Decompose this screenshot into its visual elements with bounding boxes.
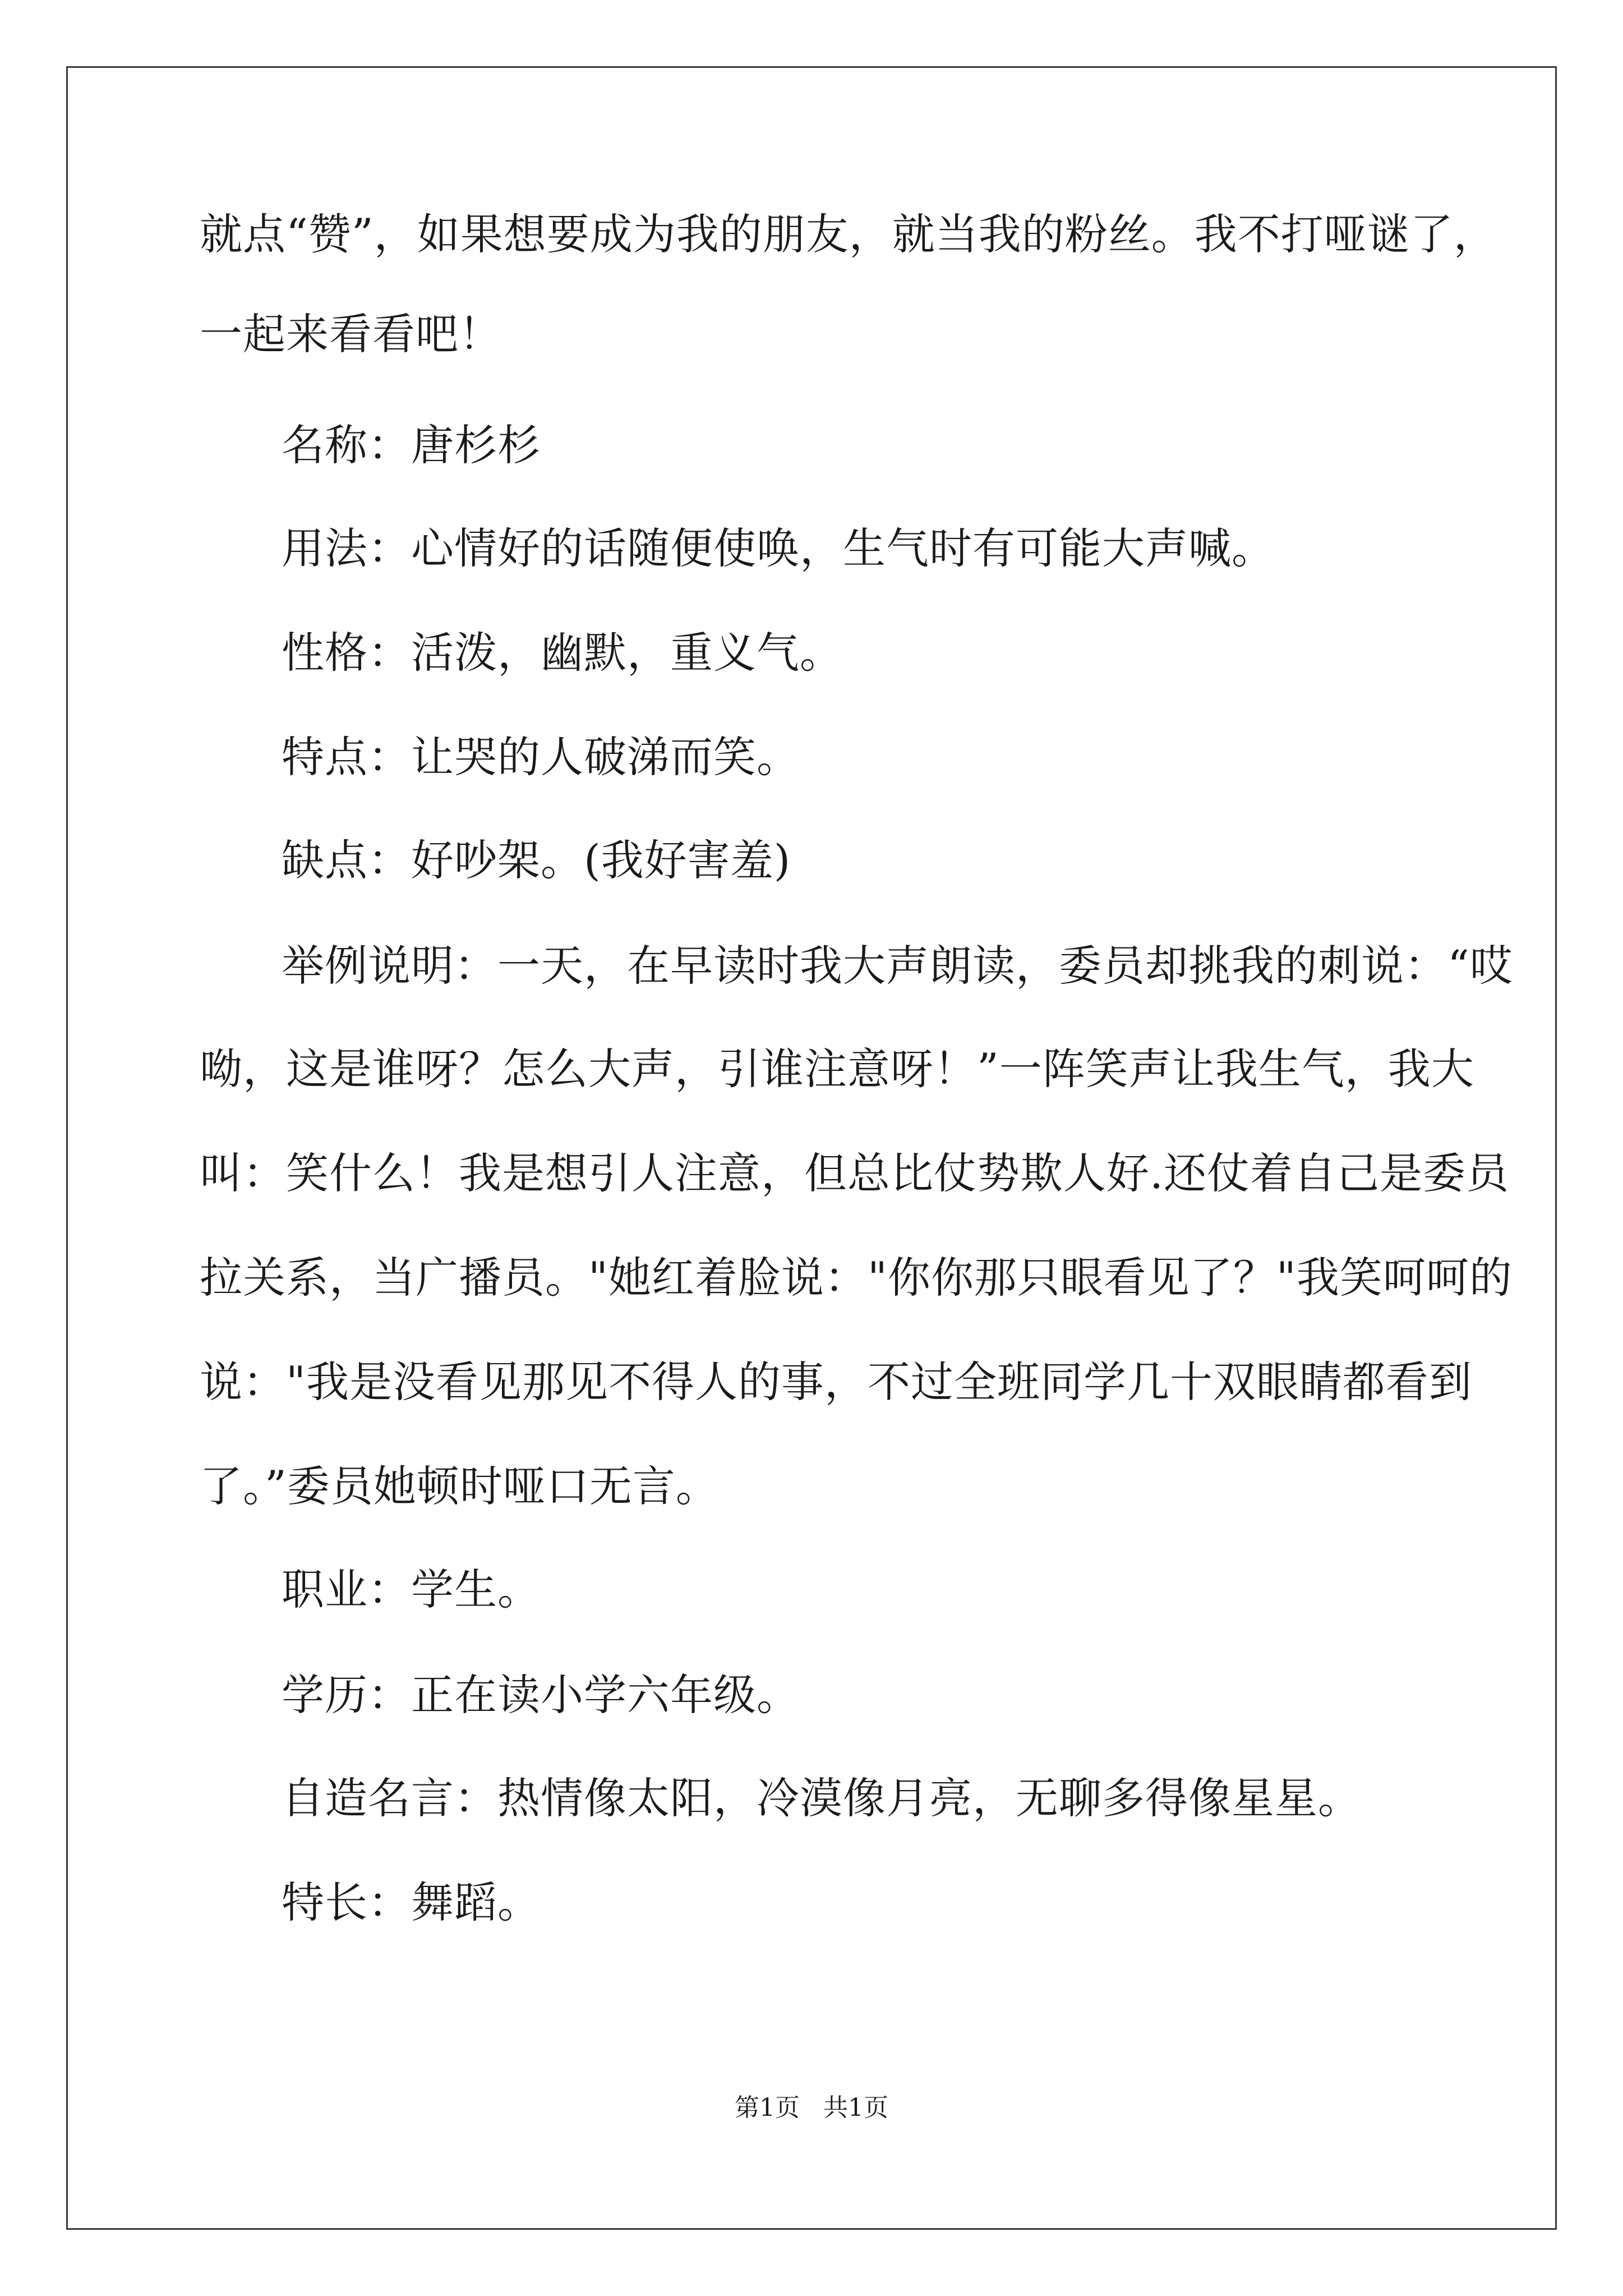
text-line: 了。”委员她顿时哑口无言。: [200, 1461, 719, 1511]
text-line: 缺点：好吵架。(我好害羞): [282, 835, 791, 885]
text-line: 说："我是没看见那见不得人的事，不过全班同学几十双眼睛都看到: [200, 1357, 1472, 1407]
text-line: 用法：心情好的话随便使唤，生气时有可能大声喊。: [282, 523, 1275, 573]
text-line: 性格：活泼，幽默，重义气。: [282, 628, 843, 678]
text-line: 举例说明：一天，在早读时我大声朗读，委员却挑我的刺说：“哎: [282, 941, 1513, 991]
text-line: 特点：让哭的人破涕而笑。: [282, 732, 800, 782]
text-line: 呦，这是谁呀？怎么大声，引谁注意呀！”一阵笑声让我生气，我大: [200, 1044, 1474, 1094]
text-line: 自造名言：热情像太阳，冷漠像月亮，无聊多得像星星。: [282, 1773, 1361, 1823]
text-line: 就点“赞”，如果想要成为我的朋友，就当我的粉丝。我不打哑谜了，: [200, 209, 1497, 259]
text-line: 拉关系，当广播员。"她红着脸说："你你那只眼看见了？"我笑呵呵的: [200, 1253, 1513, 1303]
text-line: 一起来看看吧！: [200, 309, 502, 359]
text-line: 职业：学生。: [282, 1565, 541, 1614]
text-line: 学历：正在读小学六年级。: [282, 1670, 800, 1720]
text-line: 叫：笑什么！我是想引人注意，但总比仗势欺人好.还仗着自己是委员: [200, 1148, 1510, 1198]
text-line: 名称：唐杉杉: [282, 420, 541, 470]
text-line: 特长：舞蹈。: [282, 1878, 541, 1927]
page-footer: 第1页 共1页: [735, 2093, 888, 2122]
